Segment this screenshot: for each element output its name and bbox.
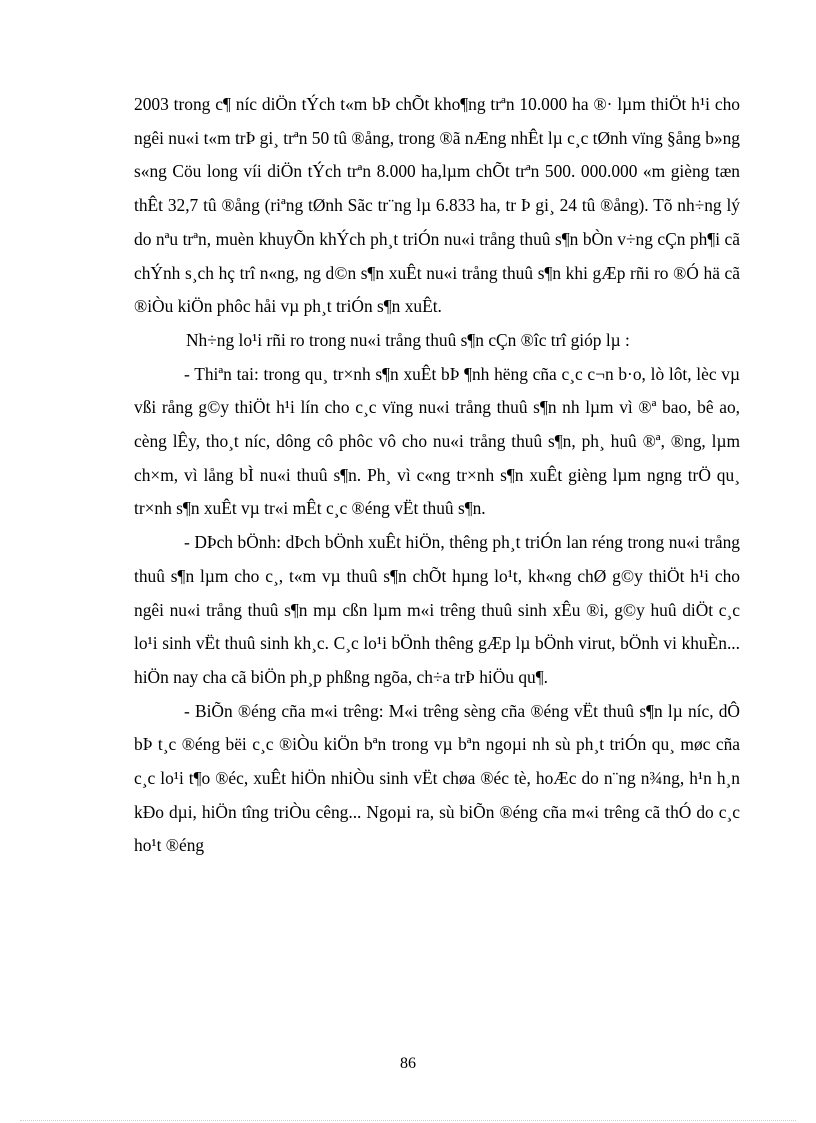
body-text xyxy=(134,88,740,863)
page-bottom-divider xyxy=(20,1120,796,1121)
paragraph-environment: - BiÕn ®éng cña m«i trêng: M«i trêng sèng cña ®éng vËt thuû s¶n lµ níc, dÔ bÞ t¸c ®éng bëi c¸c ®iÒu kiÖn bªn trong vµ bªn ngoµi nh sù ph¸t triÓn qu¸ møc cña c¸c lo¹i t¶o ®éc, xuÊt hiÖn nhiÒu sinh vËt chøa ®éc tè, hoÆc do n¨ng n¾ng, h¹n h¸n kÐo dµi, hiÖn tîng triÒu cêng... Ngoµi ra, sù biÕn ®éng cña m«i trêng cã thÓ do c¸c ho¹t ®éng xyxy=(134,700,740,856)
paragraph-risk-types: Nh÷ng lo¹i rñi ro trong nu«i trång thuû s¶n cÇn ®îc trî gióp lµ : xyxy=(186,329,630,350)
paragraph-natural-disaster: - Thiªn tai: trong qu¸ tr×nh s¶n xuÊt bÞ ¶nh hëng cña c¸c c¬n b·o, lò lôt, lèc vµ vßi rång g©y thiÖt h¹i lín cho c¸c vïng nu«i trång thuû s¶n nh lµm vì ®ª bao, bê ao, cèng lÊy, tho¸t níc, dông cô phôc vô cho nu«i trång thuû s¶n, ph¸ huû ®ª, ®ng, lµm ch×m, vì lång bÌ nu«i thuû s¶n. Ph¸ vì c«ng tr×nh s¶n xuÊt gièng lµm ngng trÖ qu¸ tr×nh s¶n xuÊt vµ tr«i mÊt c¸c ®éng vËt thuû s¶n. xyxy=(134,363,740,519)
paragraph-intro: 2003 trong c¶ níc diÖn tÝch t«m bÞ chÕt kho¶ng trªn 10.000 ha ®· lµm thiÖt h¹i cho ngêi nu«i t«m trÞ gi¸ trªn 50 tû ®ång, trong ®ã nÆng nhÊt lµ c¸c tØnh vïng §ång b»ng s«ng Cöu long víi diÖn tÝch trªn 8.000 ha,lµm chÕt trªn 500. 000.000 «m gièng tæn thÊt 32,7 tû ®ång (riªng tØnh Sãc tr¨ng lµ 6.833 ha, tr Þ gi¸ 24 tû ®ång). Tõ nh÷ng lý do nªu trªn, muèn khuyÕn khÝch ph¸t triÓn nu«i trång thuû s¶n bÒn v÷ng cÇn ph¶i cã chÝnh s¸ch hç trî n«ng, ng d©n s¶n xuÊt nu«i trång thuû s¶n khi gÆp rñi ro ®Ó hä cã ®iÒu kiÖn phôc håi vµ ph¸t triÓn s¶n xuÊt. xyxy=(134,94,740,317)
paragraph-disease: - DÞch bÖnh: dÞch bÖnh xuÊt hiÖn, thêng ph¸t triÓn lan réng trong nu«i trång thuû s¶n lµm cho c¸, t«m vµ thuû s¶n chÕt hµng lo¹t, kh«ng chØ g©y thiÖt h¹i cho ngêi nu«i trång thuû s¶n mµ cßn lµm m«i trêng thuû sinh xÊu ®i, g©y huû diÖt c¸c lo¹i sinh vËt thuû sinh kh¸c. C¸c lo¹i bÖnh thêng gÆp lµ bÖnh virut, bÖnh vi khuÈn... hiÖn nay cha cã biÖn ph¸p phßng ngõa, ch÷a trÞ hiÖu qu¶. xyxy=(134,532,740,687)
page-number: 86 xyxy=(400,1055,416,1072)
